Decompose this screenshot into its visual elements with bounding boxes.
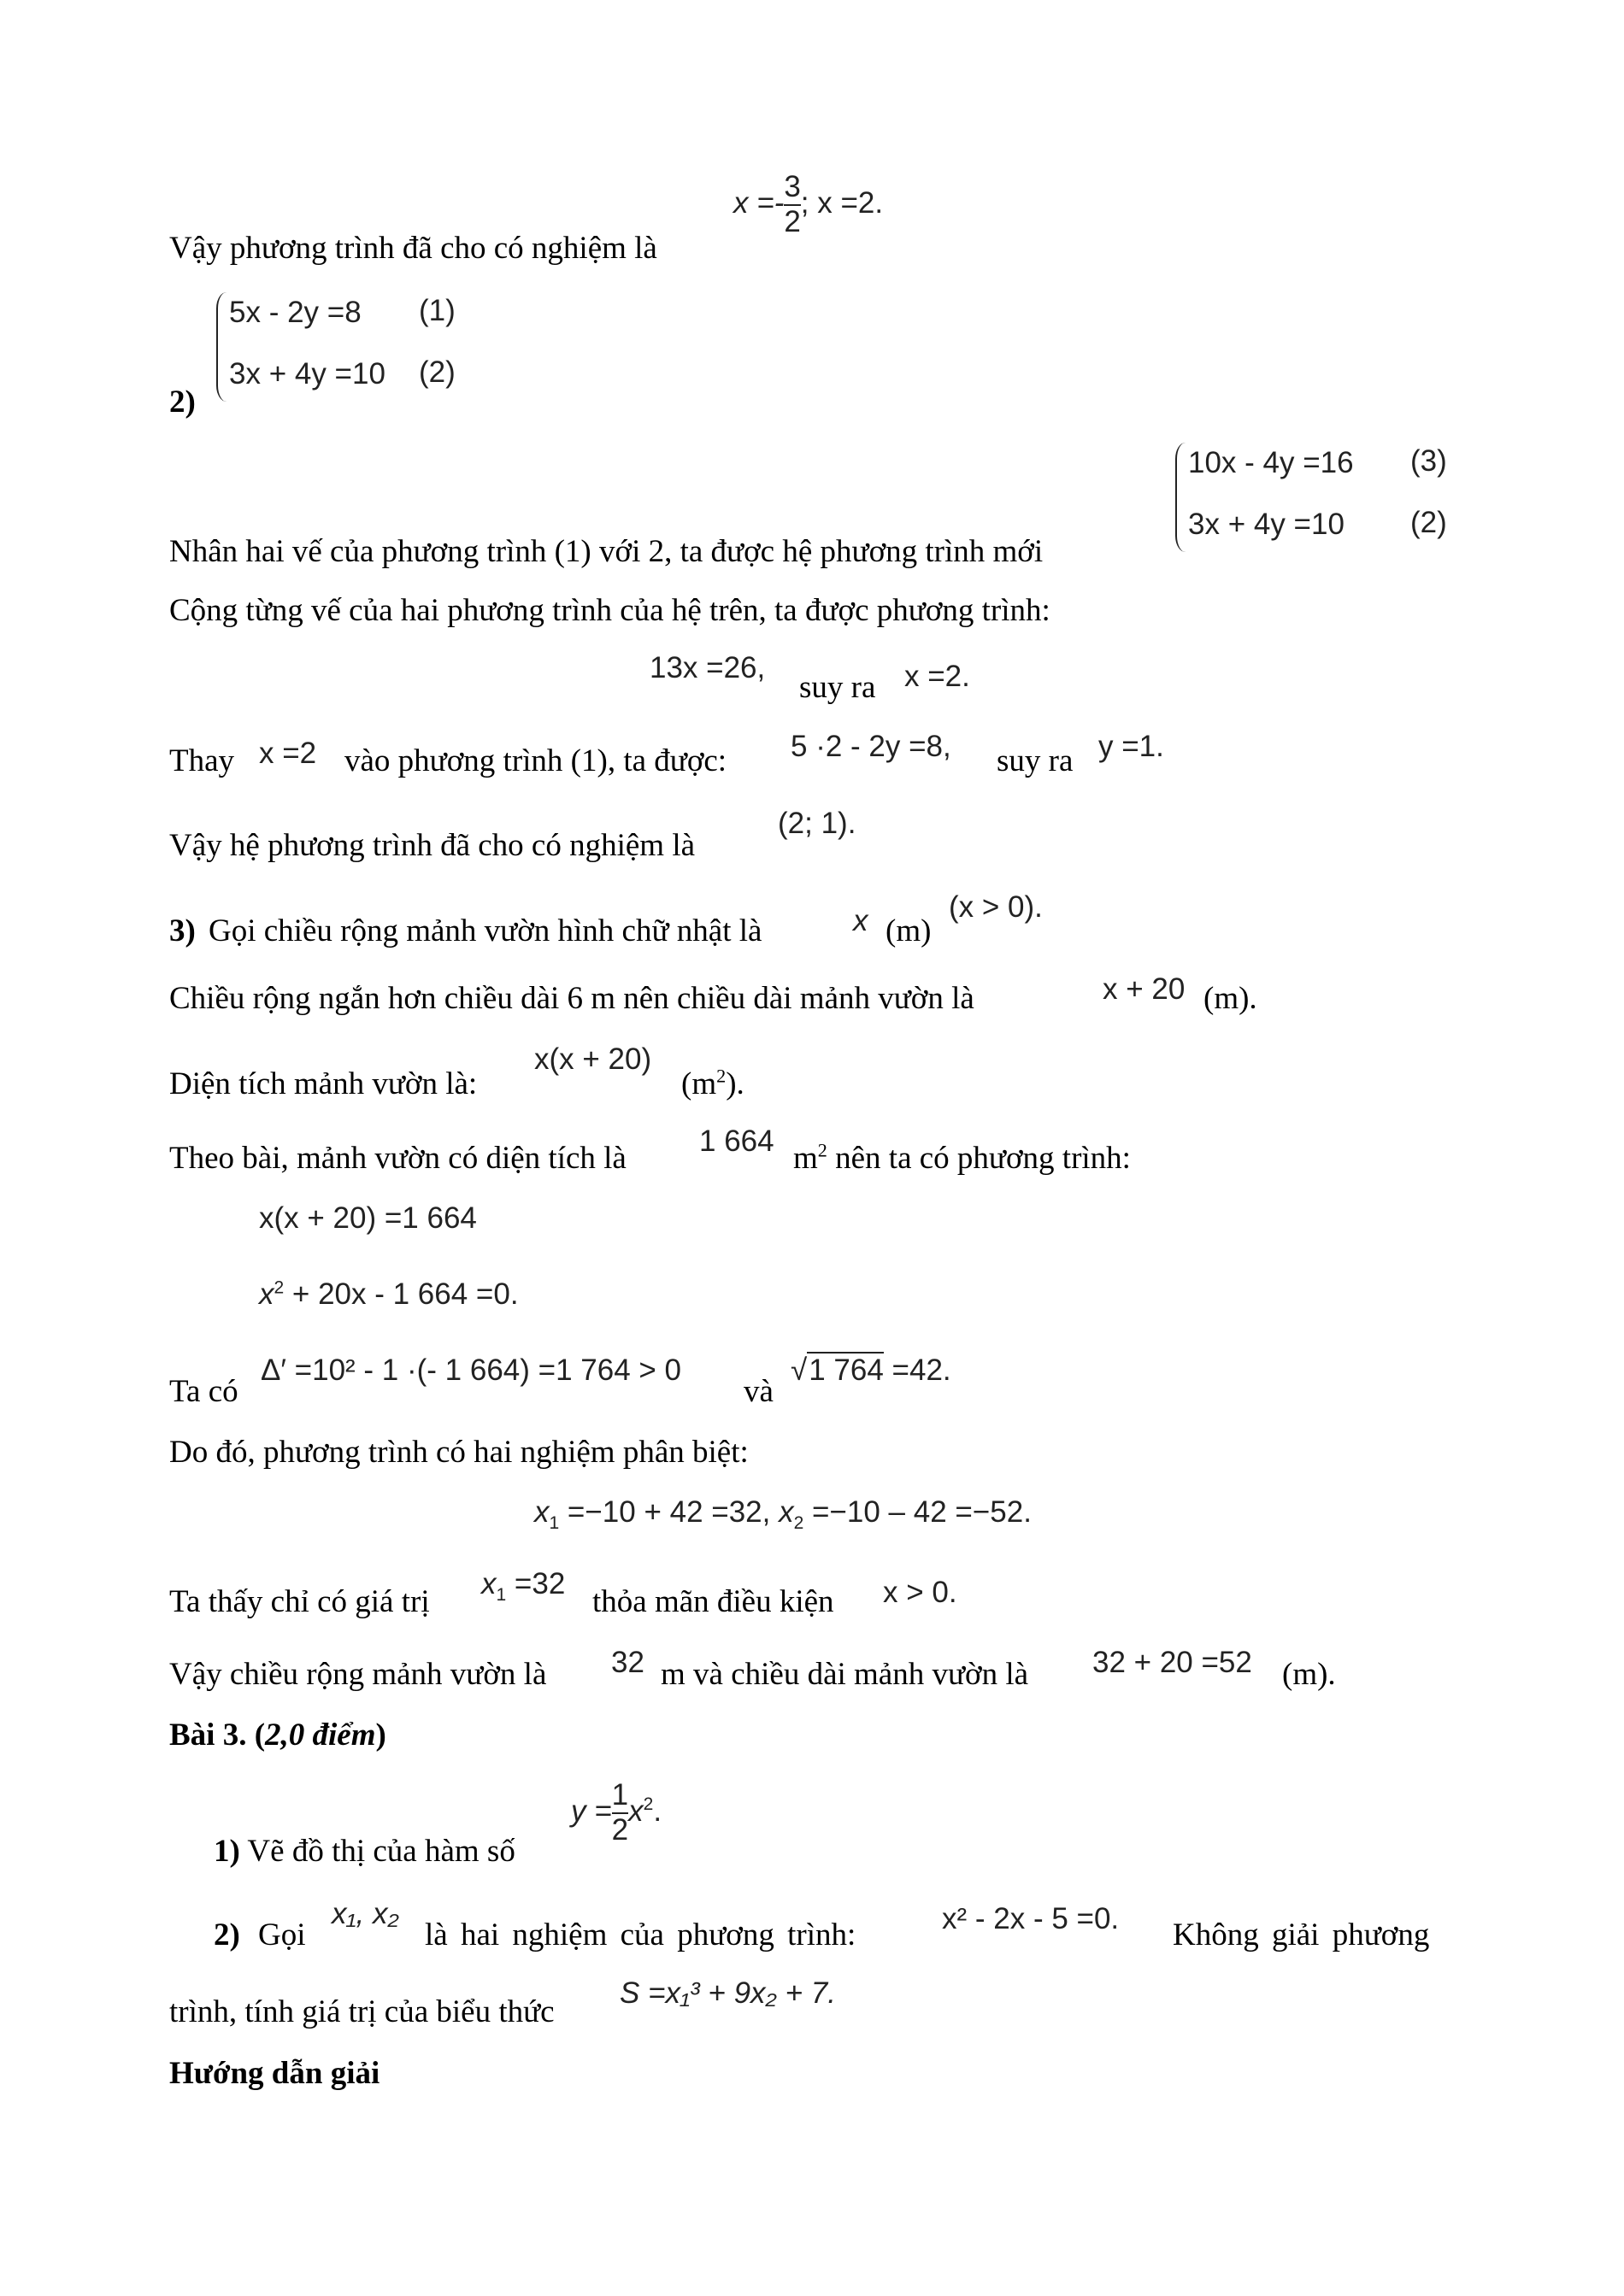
exercise-3-heading [169,1719,386,1751]
math-area-value [699,1126,774,1156]
math-equation-2 [259,1279,519,1309]
math-x-equals-2: ; x =2. [800,185,884,220]
length-val: 32 + 20 =52 [1092,1646,1252,1679]
tag-3: (3) [1410,444,1447,478]
text-unit-m-1: (m) [886,913,932,948]
text-unit-m2 [681,1065,744,1101]
math-solution-x [733,171,883,238]
q2-label: 2) [214,1917,240,1952]
len-expr: x + 20 [1103,972,1186,1006]
eq-13x: 13x =26, [650,651,766,684]
tag-2-b: (2) [1410,506,1447,539]
system2-tag2 [1410,508,1447,537]
math-x-gt-0 [883,1577,957,1607]
text-two-roots: Do đó, phương trình có hai nghiệm phân biệt: [169,1435,749,1470]
x1-32: =32 [506,1567,566,1600]
system-brace-1 [216,292,227,402]
solution-guide-heading: Hướng dẫn giải [169,2056,380,2091]
math-sqrt [791,1355,951,1385]
math-roots [534,1495,1032,1533]
math-roots-pair [332,1899,399,1929]
math-x-eq-2 [259,738,316,768]
x-gt-0: x > 0. [883,1576,957,1609]
fraction-3-2 [784,171,800,238]
x1-sub: 1 [549,1513,560,1533]
text-width-variable: Gọi chiều rộng mảnh vườn hình chữ nhật là [209,913,762,948]
eq-3x-4y-b: 3x + 4y =10 [1188,508,1345,541]
bai3-label: Bài 3. ( [169,1718,266,1753]
text-suy-ra-2: suy ra [997,743,1074,778]
text-conclusion: Vậy chiều rộng mảnh vườn là [169,1657,547,1692]
text-thay: Thay [169,743,235,778]
bai3-end: ) [375,1718,386,1753]
text-into-eq1: vào phương trình (1), ta được: [344,743,727,778]
question-2-tail: Không giải phương [1173,1917,1430,1952]
question-2-line2: trình, tính giá trị của biểu thức [169,1994,555,2029]
text-length: Chiều rộng ngắn hơn chiều dài 6 m nên chiều dài mảnh vườn là [169,981,974,1016]
unit-sup: 2 [716,1065,727,1087]
label-part-3: 3) [169,913,196,948]
x1: x [534,1495,550,1529]
eq-5x-2y: 5x - 2y =8 [229,296,362,329]
pe2-sup: 2 [274,1277,285,1298]
question-2-goi: Gọi [258,1917,306,1952]
math-x-minus: x =- [733,185,785,220]
math-equation-1 [259,1203,477,1233]
func-y: y = [571,1794,612,1828]
math-var-x [853,906,868,936]
eq-pair: (2; 1). [778,807,856,840]
math-y-1 [1098,731,1164,761]
text-and-length: m và chiều dài mảnh vườn là [661,1657,1029,1692]
eq-10x-4y: 10x - 4y =16 [1188,446,1354,479]
math-x-plus-20 [1103,974,1185,1004]
tag-1: (1) [419,294,456,327]
func-sup: 2 [643,1794,654,1815]
q1-text: Vẽ đồ thị của hàm số [247,1834,515,1869]
math-substitution [791,731,951,761]
delta: Δ′ =10² - 1 ·(- 1 664) =1 764 > 0 [261,1354,682,1387]
math-13x-26 [650,653,765,683]
root1: =−10 + 42 =32, [559,1495,780,1529]
system1-tag1 [419,296,456,326]
eq-3x-4y: 3x + 4y =10 [229,357,385,390]
text-ta-co: Ta có [169,1374,238,1409]
S-expr: S =x₁³ + 9x₂ + 7. [620,1976,836,2010]
text-only-value: Ta thấy chỉ có giá trị [169,1584,430,1619]
text-satisfies: thỏa mãn điều kiện [592,1584,834,1619]
unit-m: (m [681,1066,717,1101]
math-x-2 [904,661,970,691]
text-m2-equation [793,1139,1131,1176]
pe2-x: x [259,1277,274,1311]
width-val: 32 [611,1646,644,1679]
math-area-expr [534,1044,651,1074]
var-x: x [853,904,868,937]
cond-x: (x > 0). [949,890,1043,924]
fraction-1-2 [612,1779,628,1847]
math-expression-S [620,1978,836,2008]
text-suy-ra-1: suy ra [799,670,876,705]
func-end: . [653,1794,662,1828]
math-solution-pair [778,808,856,838]
math-function [571,1779,662,1847]
root2: =−10 – 42 =−52. [803,1495,1032,1529]
frac-denominator: 2 [784,204,801,238]
text-multiply-eq1: Nhân hai vế của phương trình (1) với 2, ta được hệ phương trình mới [169,534,1044,569]
label-part-2: 2) [169,385,196,420]
pe2-rest: + 20x - 1 664 =0. [284,1277,519,1311]
text-equation-follows: nên ta có phương trình: [835,1141,1131,1176]
tag-2: (2) [419,355,456,389]
area-val: 1 664 [699,1125,774,1158]
math-discriminant [261,1355,681,1385]
system2-eq2 [1188,509,1345,539]
func-den: 2 [611,1812,629,1847]
system2-tag1 [1410,446,1447,476]
text-solution-statement: Vậy phương trình đã cho có nghiệm là [169,231,657,266]
x1-b-sub: 1 [496,1585,507,1605]
question-2-text: là hai nghiệm của phương trình: [425,1917,856,1952]
x2: x [779,1495,794,1529]
system2-eq1 [1188,448,1354,478]
unit-sup-b: 2 [817,1139,827,1161]
eq-x-2: x =2. [904,660,970,693]
system1-tag2 [419,357,456,387]
eq-y-1: y =1. [1098,730,1164,763]
func-x: x [628,1794,644,1828]
math-x1-32 [481,1567,566,1605]
area-expr: x(x + 20) [534,1042,652,1076]
text-unit-m-2: (m). [1203,981,1257,1016]
q1-label: 1) [214,1834,240,1869]
unit-m-b: m [793,1141,818,1176]
bai3-points: 2,0 điểm [265,1718,376,1753]
pe1: x(x + 20) =1 664 [259,1201,477,1235]
sqrt-sign: √ [791,1354,808,1387]
quadratic: x² - 2x - 5 =0. [942,1902,1120,1935]
unit-end: ). [726,1066,744,1101]
question-1 [214,1835,515,1867]
sqrt-radicand: 1 764 [809,1354,884,1387]
text-given-area: Theo bài, mảnh vườn có diện tích là [169,1141,627,1176]
system1-eq1 [229,297,362,327]
math-width [611,1647,644,1677]
func-num: 1 [611,1778,629,1812]
text-and: và [744,1374,774,1409]
text-unit-m-3: (m). [1282,1657,1336,1692]
eq-subst: 5 ·2 - 2y =8, [791,730,951,763]
system-brace-2 [1175,443,1186,552]
frac-numerator: 3 [784,170,801,203]
text-area: Diện tích mảnh vườn là: [169,1066,478,1101]
math-length [1092,1647,1252,1677]
eq-x-eq-2: x =2 [259,737,317,770]
system1-eq2 [229,359,385,389]
text-add-equations: Cộng từng vế của hai phương trình của hệ trên, ta được phương trình: [169,593,1050,628]
math-quadratic [942,1904,1119,1934]
roots-pair: x₁, x₂ [332,1897,399,1930]
question-2-label [214,1919,240,1951]
x1-b: x [481,1567,497,1600]
text-system-solution: Vậy hệ phương trình đã cho có nghiệm là [169,828,696,863]
math-condition-x [949,892,1043,922]
x2-sub: 2 [793,1513,804,1533]
sqrt-result: =42. [891,1354,951,1387]
